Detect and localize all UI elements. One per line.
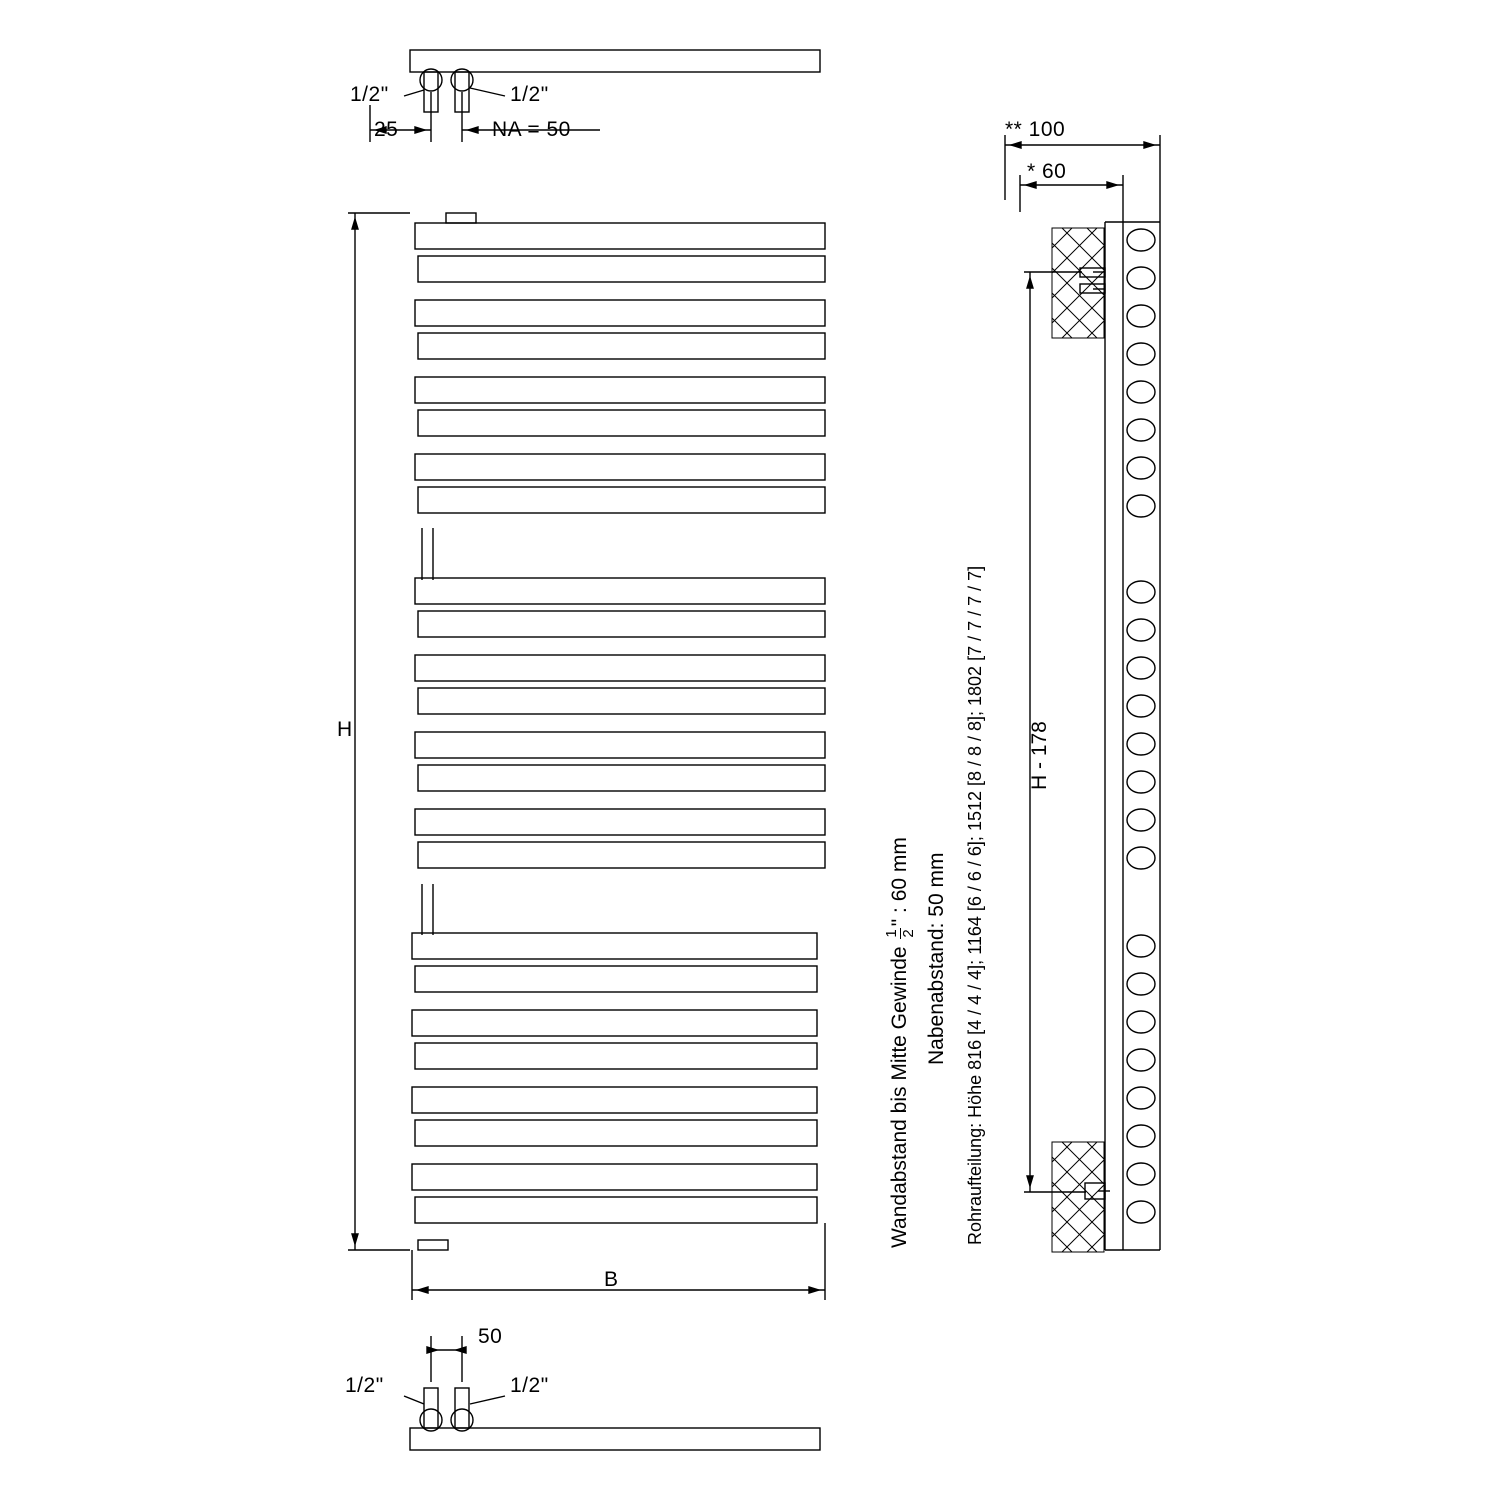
note-pipe-division: Rohraufteilung: Höhe 816 [4 / 4 / 4]; 1164 [6 / 6 / 6]; 1512 [8 / 8 / 8]; 1802 [7 / 7 / 7 / 7] — [965, 565, 985, 1245]
bottom-view-dim-50: 50 — [478, 1325, 503, 1348]
front-view-width-label: B — [604, 1268, 619, 1291]
wall-hatch-lower — [1052, 1142, 1104, 1252]
note-wall-distance-suffix: " : 60 mm — [887, 837, 911, 927]
side-view-height-label: H - 178 — [1028, 721, 1051, 790]
front-view-group — [348, 213, 825, 1300]
wall-hatch-upper — [1052, 228, 1104, 338]
top-view-dim-na: NA = 50 — [492, 118, 571, 141]
top-view-group — [370, 50, 820, 142]
wall-bracket-upper — [1080, 268, 1105, 293]
front-view-height-label: H — [337, 718, 353, 741]
note-hub-distance: Nabenabstand: 50 mm — [925, 852, 948, 1065]
note-wall-distance — [884, 837, 917, 1248]
bottom-view-left-thread-label: 1/2" — [345, 1374, 384, 1397]
side-view-group — [1005, 135, 1160, 1252]
thread-fraction: 1 2 — [883, 929, 917, 938]
bottom-view-group — [404, 1336, 820, 1450]
top-view-dim-25: 25 — [374, 118, 399, 141]
top-view-left-thread-label: 1/2" — [350, 83, 389, 106]
note-wall-distance-prefix: Wandabstand bis Mitte Gewinde — [887, 940, 911, 1248]
tube-section-ellipses — [1127, 229, 1155, 1223]
side-view-dim-100: ** 100 — [1005, 118, 1066, 141]
top-view-right-thread-label: 1/2" — [510, 83, 549, 106]
side-view-dim-60: * 60 — [1027, 160, 1067, 183]
bottom-view-right-thread-label: 1/2" — [510, 1374, 549, 1397]
